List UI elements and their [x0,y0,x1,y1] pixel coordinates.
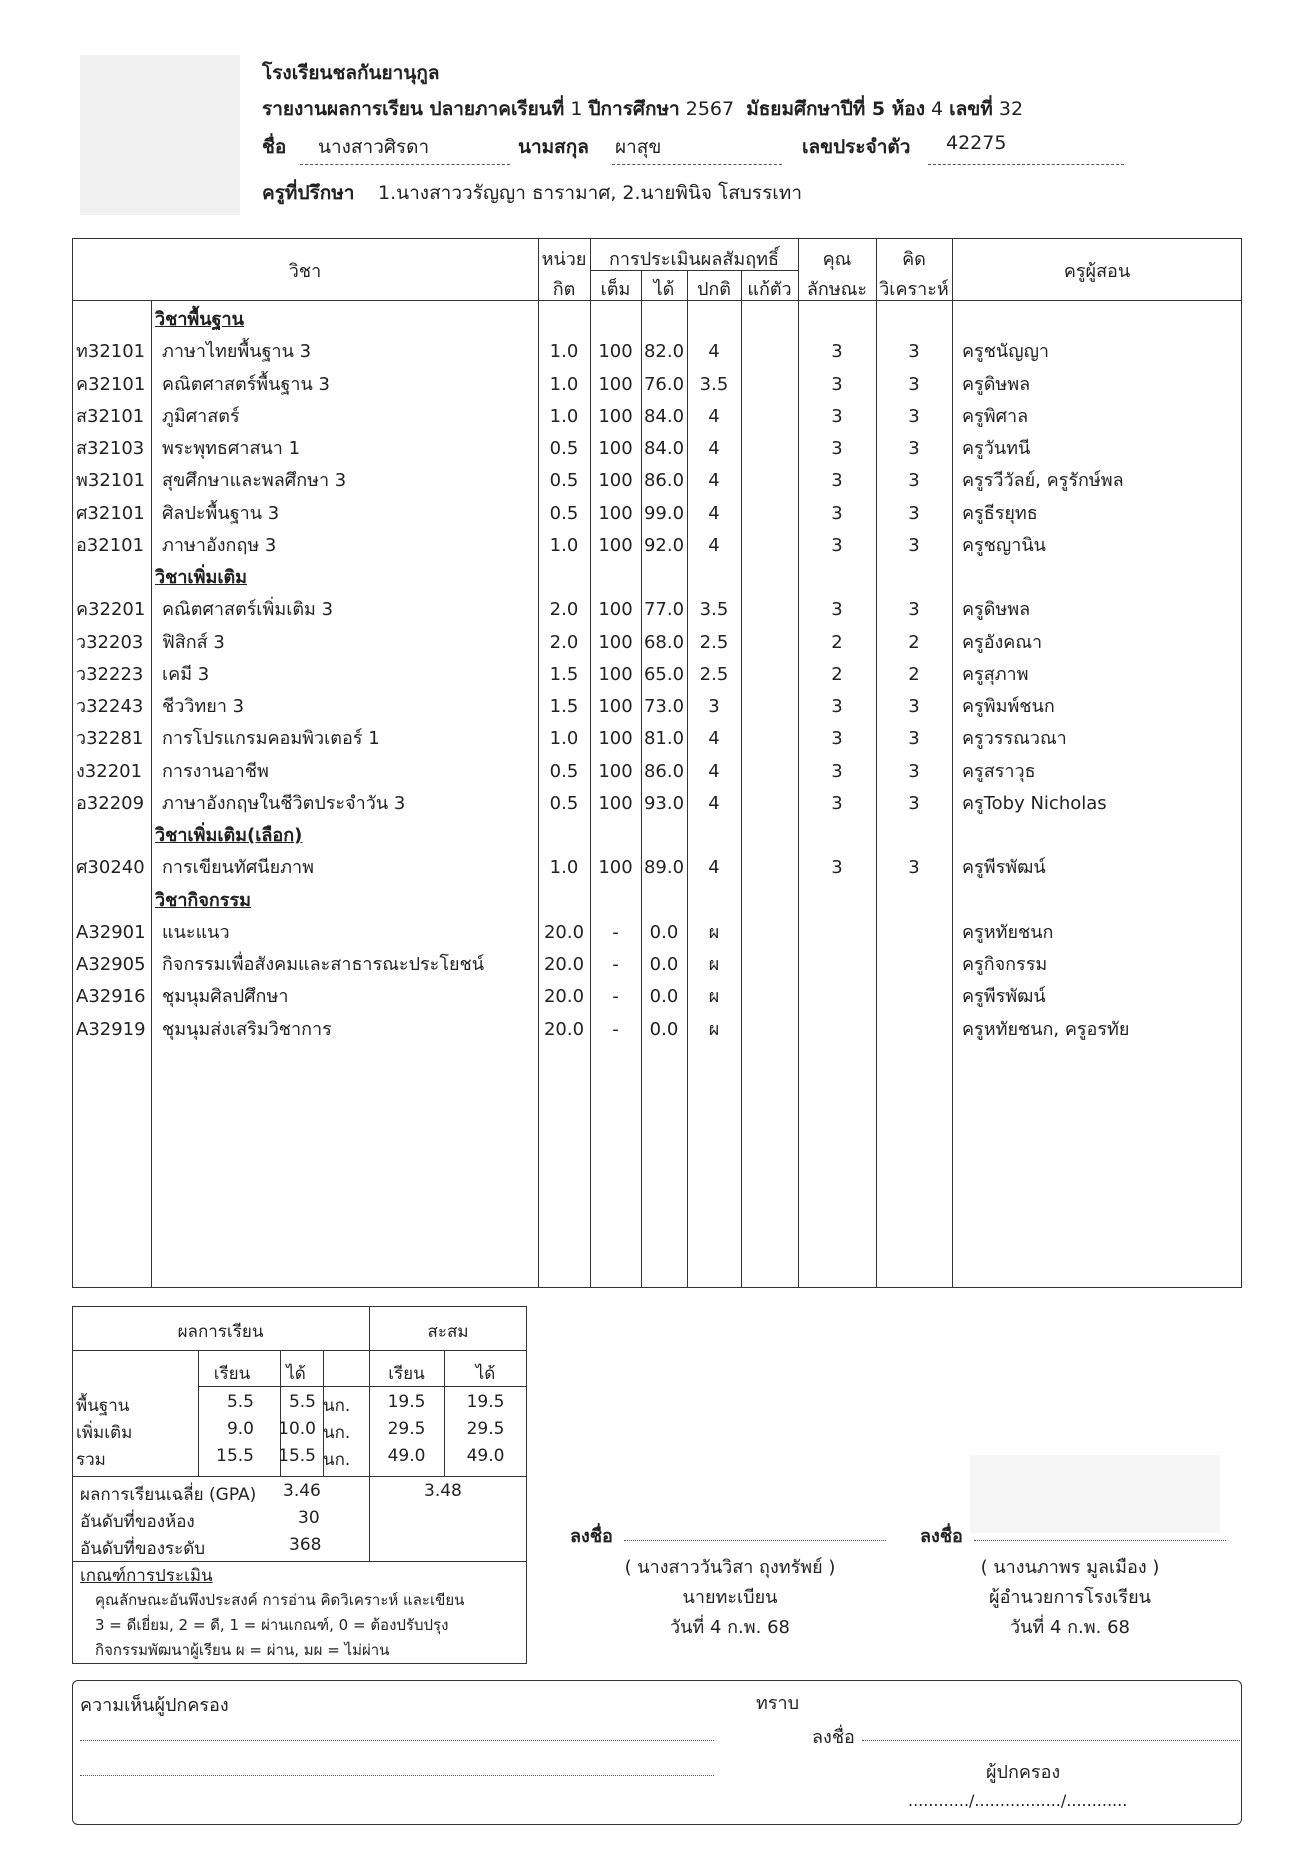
gpa-label: ผลการเรียนเฉลี่ย (GPA) [80,1485,257,1505]
header-teacher: ครูผู้สอน [1063,261,1131,282]
cell-credit: 1.0 [549,341,579,363]
advisor-label: ครูที่ปรึกษา [262,182,355,204]
cell-char [798,1014,876,1046]
criteria-line-2: 3 = ดีเยี่ยม, 2 = ดี, 1 = ผ่านเกณฑ์, 0 = ต้องปรับปรุง [95,1616,449,1634]
cell-credit: 0.5 [549,438,579,459]
cell-think: 3 [908,341,920,363]
parent-sign-label: ลงชื่อ [812,1727,855,1748]
cell-char: 2 [831,631,843,653]
cell-fix [741,1014,798,1046]
cell-grade: 4 [708,470,720,492]
criteria-line-1: คุณลักษณะอันพึงประสงค์ การอ่าน คิดวิเคราะห์ และเขียน [95,1591,465,1609]
summary-acc-got: 29.5 [466,1419,505,1439]
cell-grade: 3 [708,696,720,717]
result-label: ผลการเรียน [177,1322,264,1342]
cell-teacher: ครูสราวุธ [962,760,1036,782]
cell-teacher: ครูธีรยุทธ [962,502,1038,524]
cell-think: 3 [908,502,920,524]
cell-credit: 1.0 [549,373,579,395]
header-think-2: วิเคราะห์ [879,279,949,300]
cell-teacher: ครูพิศาล [962,405,1029,427]
cell-teacher: ครูดิษพล [962,599,1031,621]
cell-credit: 1.0 [549,728,579,750]
cell-got: 0.0 [649,921,679,943]
cell-full: - [612,954,619,975]
cell-char: 3 [831,599,843,621]
cell-teacher: ครูพีรพัฒน์ [962,857,1046,879]
cell-name: การงานอาชีพ [162,760,269,782]
header-subject: วิชา [288,261,322,282]
cell-char: 3 [831,728,843,750]
school-name: โรงเรียนชลกันยานุกูล [262,62,440,84]
parent-comment-line-2[interactable] [80,1775,714,1776]
summary-unit: นก. [323,1450,351,1470]
cell-got: 89.0 [643,857,685,879]
cell-char: 3 [831,438,843,459]
cell-char [798,981,876,1013]
cell-credit: 20.0 [543,954,585,975]
cell-got: 82.0 [643,341,685,363]
report-title-line [262,94,1023,124]
summary-got: 5.5 [288,1392,316,1412]
section-heading: วิชาเพิ่มเติม [155,567,248,588]
summary-unit: นก. [323,1396,351,1416]
cell-think: 2 [908,663,920,685]
report-title: รายงานผลการเรียน ปลายภาคเรียนที่ [262,98,565,120]
cell-code: ท32101 [76,341,146,363]
director-role: ผู้อำนวยการโรงเรียน [989,1587,1151,1608]
cell-name: แนะแนว [162,921,230,943]
semester-value: 1 [570,98,583,120]
cell-char: 3 [831,857,843,879]
director-name: ( นางนภาพร มูลเมือง ) [980,1557,1160,1578]
cell-got: 84.0 [643,438,685,459]
rank-room-value: 30 [298,1508,320,1528]
cell-credit: 2.0 [549,599,579,621]
cell-think: 3 [908,534,920,556]
cell-think: 3 [908,792,920,814]
cell-full: - [612,1018,619,1040]
cell-code: ว32223 [76,663,144,685]
cell-full: 100 [598,728,633,750]
name-underline [300,164,510,165]
cell-credit: 0.5 [549,760,579,782]
cell-think: 2 [908,631,920,653]
cell-full: 100 [598,341,633,363]
cell-got: 76.0 [643,373,685,395]
cell-fix [741,949,798,981]
cell-got: 73.0 [643,696,685,717]
cell-fix [741,530,798,562]
cell-char: 3 [831,792,843,814]
cell-full: 100 [598,470,633,492]
cell-credit: 1.5 [549,696,579,717]
cell-think: 3 [908,857,920,879]
cell-teacher: ครูรวีวัลย์, ครูรักษ์พล [962,470,1124,492]
cell-think: 3 [908,438,920,459]
cell-credit: 1.0 [549,534,579,556]
cell-fix [741,852,798,884]
cell-code: ว32243 [76,696,144,717]
cell-think [876,917,952,949]
summary-unit: นก. [323,1423,351,1443]
header-fix: แก้ตัว [747,279,792,300]
cell-name: การเขียนทัศนียภาพ [162,857,314,879]
cell-code: ศ30240 [76,857,145,879]
cell-code: ง32201 [76,760,143,782]
cell-teacher: ครูToby Nicholas [962,792,1107,814]
sign-label-director: ลงชื่อ [920,1526,963,1547]
cell-credit: 1.5 [549,663,579,685]
cell-code: A32901 [76,921,146,943]
surname-label: นามสกุล [518,136,589,158]
registrar-sign-line [624,1540,886,1541]
criteria-line-3: กิจกรรมพัฒนาผู้เรียน ผ = ผ่าน, มผ = ไม่ผ่าน [95,1641,390,1659]
cell-got: 77.0 [643,599,685,621]
cell-code: พ32101 [76,470,146,492]
header-credit-2: กิต [552,279,576,300]
cell-got: 86.0 [643,470,685,492]
header-got: ได้ [653,279,675,300]
parent-role: ผู้ปกครอง [986,1762,1061,1783]
registrar-name: ( นางสาววันวิสา ถุงทรัพย์ ) [624,1557,836,1578]
cell-think: 3 [908,405,920,427]
cell-name: ภาษาอังกฤษในชีวิตประจำวัน 3 [162,792,406,814]
cell-full: 100 [598,696,633,717]
cell-name: สุขศึกษาและพลศึกษา 3 [162,470,347,492]
cell-got: 84.0 [643,405,685,427]
cell-fix [741,691,798,723]
cell-code: ค32101 [76,373,146,395]
cell-grade: 4 [708,728,720,750]
cell-think [876,1014,952,1046]
cell-got: 93.0 [643,792,685,814]
cell-full: - [612,921,619,943]
student-id: 42275 [946,132,1007,154]
summary-acc-study: 49.0 [387,1446,426,1466]
summary-got: 10.0 [278,1419,316,1439]
cell-teacher: ครูพีรพัฒน์ [962,986,1046,1008]
cell-teacher: ครูหทัยชนก [962,921,1054,943]
summary-label: เพิ่มเติม [76,1423,133,1443]
cell-full: - [612,986,619,1008]
code-column-divider [151,300,152,1288]
cell-full: 100 [598,631,633,653]
cell-grade: 4 [708,502,720,524]
registrar-role: นายทะเบียน [682,1587,778,1608]
cell-char [798,917,876,949]
student-photo-placeholder [80,55,240,215]
summary-label: พื้นฐาน [76,1396,130,1416]
cell-teacher: ครูชนัญญา [962,341,1050,363]
student-name: นางสาวศิรดา [318,136,430,158]
ack-label: ทราบ [756,1693,800,1714]
cell-teacher: ครูหทัยชนก, ครูอรทัย [962,1018,1130,1040]
summary-got: 15.5 [278,1446,316,1466]
cell-got: 0.0 [649,954,679,975]
rank-room-label: อันดับที่ของห้อง [80,1512,195,1532]
cell-got: 92.0 [643,534,685,556]
school-seal-area [970,1455,1220,1533]
rank-level-value: 368 [289,1535,322,1555]
cell-got: 86.0 [643,760,685,782]
cell-teacher: ครูวันทนี [962,438,1031,459]
cell-char: 3 [831,760,843,782]
cell-char: 3 [831,534,843,556]
acc-got-col-label: ได้ [475,1364,496,1384]
cell-fix [741,788,798,820]
cell-name: การโปรแกรมคอมพิวเตอร์ 1 [162,728,380,750]
cell-got: 0.0 [649,986,679,1008]
cell-char: 3 [831,696,843,717]
cell-name: พระพุทธศาสนา 1 [162,438,301,459]
study-col-label: เรียน [213,1364,251,1384]
cell-fix [741,433,798,465]
parent-comment-label: ความเห็นผู้ปกครอง [80,1695,229,1716]
student-id-label: เลขประจำตัว [802,136,911,158]
header-char-1: คุณ [822,249,852,270]
cell-grade: ผ [708,1018,720,1040]
cell-teacher: ครูสุภาพ [962,663,1029,685]
summary-header-line [72,1350,527,1351]
section-heading: วิชากิจกรรม [155,889,251,911]
cell-fix [741,401,798,433]
director-date: วันที่ 4 ก.พ. 68 [1009,1617,1130,1638]
header-assessment: การประเมินผลสัมฤทธิ์ [609,249,779,270]
cell-got: 0.0 [649,1018,679,1040]
cell-teacher: ครูดิษพล [962,373,1031,395]
cell-fix [741,336,798,368]
summary-study: 15.5 [216,1446,254,1466]
header-credit-1: หน่วย [541,249,587,270]
cell-code: A32905 [76,954,146,975]
summary-study: 9.0 [226,1419,254,1439]
cell-full: 100 [598,373,633,395]
cell-char: 3 [831,405,843,427]
cell-full: 100 [598,405,633,427]
cell-think [876,949,952,981]
cell-teacher: ครูวรรณวณา [962,728,1067,750]
cell-full: 100 [598,438,633,459]
cell-full: 100 [598,663,633,685]
cell-fix [741,756,798,788]
cell-grade: ผ [708,954,720,975]
cell-name: ภาษาอังกฤษ 3 [162,534,277,556]
director-sign-line [974,1540,1226,1541]
cell-grade: 4 [708,792,720,814]
year-label: ปีการศึกษา [588,98,680,120]
cell-fix [741,465,798,497]
cell-think: 3 [908,599,920,621]
cell-code: อ32101 [76,534,145,556]
surname-underline [612,164,782,165]
cell-think: 3 [908,728,920,750]
cell-fix [741,594,798,626]
summary-acc-study: 29.5 [387,1419,426,1439]
cell-got: 99.0 [643,502,685,524]
cell-credit: 2.0 [549,631,579,653]
cell-char: 2 [831,663,843,685]
cell-teacher: ครูชญานิน [962,534,1046,556]
header-normal: ปกติ [696,279,731,300]
cell-fix [741,369,798,401]
gpa-value: 3.46 [283,1481,321,1501]
cell-grade: 4 [708,438,720,459]
summary-acc-study: 19.5 [387,1392,426,1412]
cell-code: ส32103 [76,438,145,459]
cell-got: 65.0 [643,663,685,685]
cell-code: อ32209 [76,792,145,814]
summary-label: รวม [76,1450,106,1470]
cell-grade: 2.5 [699,663,729,685]
cell-grade: ผ [708,986,720,1008]
cell-char: 3 [831,502,843,524]
no-label: เลขที่ [949,98,993,120]
cell-fix [741,659,798,691]
cell-name: ภาษาไทยพื้นฐาน 3 [162,341,312,363]
cell-credit: 0.5 [549,502,579,524]
cell-full: 100 [598,502,633,524]
summary-total-line [72,1476,527,1477]
cell-name: ฟิสิกส์ 3 [162,631,225,653]
cell-grade: 4 [708,760,720,782]
student-surname: ผาสุข [615,136,662,158]
cell-name: ชีววิทยา 3 [162,696,245,717]
cell-credit: 0.5 [549,792,579,814]
id-underline [928,164,1124,165]
cell-think: 3 [908,470,920,492]
cell-credit: 20.0 [543,921,585,943]
cell-name: ชุมนุมส่งเสริมวิชาการ [162,1018,332,1040]
header-think-1: คิด [902,249,926,270]
cell-code: ว32203 [76,631,144,653]
parent-date-blank: ............/................./............ [908,1791,1128,1810]
cell-credit: 20.0 [543,1018,585,1040]
cell-think [876,981,952,1013]
cell-teacher: ครูกิจกรรม [962,954,1048,975]
section-heading: วิชาเพิ่มเติม(เลือก) [155,825,303,846]
cell-grade: 4 [708,534,720,556]
cell-fix [741,627,798,659]
cell-grade: ผ [708,921,720,943]
cell-name: ชุมนุมศิลปศึกษา [162,986,289,1008]
year-value: 2567 [685,98,735,120]
advisor-names: 1.นางสาววรัญญา ธารามาศ, 2.นายพินิจ โสบรรเทา [378,182,802,204]
col-line-8 [952,238,953,1288]
room-value: 4 [931,98,944,120]
sign-label-registrar: ลงชื่อ [570,1526,613,1547]
cell-fix [741,917,798,949]
cell-grade: 4 [708,405,720,427]
grade-label: มัธยมศึกษาปีที่ 5 ห้อง [746,98,925,120]
parent-comment-line-1[interactable] [80,1740,714,1741]
cell-name: กิจกรรมเพื่อสังคมและสาธารณะประโยชน์ [162,954,485,975]
cell-grade: 3.5 [699,373,729,395]
cell-teacher: ครูพิมพ์ชนก [962,696,1055,717]
cell-char [798,949,876,981]
rank-level-label: อันดับที่ของระดับ [80,1539,206,1559]
cell-full: 100 [598,857,633,879]
header-full: เต็ม [600,279,631,300]
cell-credit: 0.5 [549,470,579,492]
cell-char: 3 [831,373,843,395]
cell-credit: 20.0 [543,986,585,1008]
cell-full: 100 [598,534,633,556]
cell-think: 3 [908,373,920,395]
summary-acc-got: 19.5 [466,1392,505,1412]
cell-full: 100 [598,599,633,621]
cell-name: เคมี 3 [162,663,210,685]
cell-credit: 1.0 [549,405,579,427]
cell-got: 81.0 [643,728,685,750]
cell-think: 3 [908,760,920,782]
cell-code: A32919 [76,1018,146,1040]
got-col-label: ได้ [286,1364,306,1384]
gpa-accum-value: 3.48 [424,1481,462,1501]
cell-think: 3 [908,696,920,717]
cell-credit: 1.0 [549,857,579,879]
cell-fix [741,498,798,530]
cell-code: A32916 [76,986,146,1008]
registrar-date: วันที่ 4 ก.พ. 68 [669,1617,790,1638]
cell-name: ภูมิศาสตร์ [162,405,240,427]
header-char-2: ลักษณะ [806,279,868,300]
cell-code: ส32101 [76,405,145,427]
cell-name: คณิตศาสตร์พื้นฐาน 3 [162,373,330,395]
cell-fix [741,981,798,1013]
cell-code: ศ32101 [76,502,145,524]
no-value: 32 [998,98,1024,120]
cell-grade: 4 [708,857,720,879]
acc-study-col-label: เรียน [388,1364,425,1384]
cell-full: 100 [598,792,633,814]
cell-grade: 3.5 [699,599,729,621]
cell-name: คณิตศาสตร์เพิ่มเติม 3 [162,599,334,621]
cell-code: ค32201 [76,599,146,621]
cell-char: 3 [831,470,843,492]
accum-label: สะสม [427,1322,469,1342]
cell-teacher: ครูอังคณา [962,631,1043,653]
cell-char: 3 [831,341,843,363]
cell-fix [741,723,798,755]
cell-grade: 2.5 [699,631,729,653]
criteria-label: เกณฑ์การประเมิน [80,1566,213,1586]
cell-grade: 4 [708,341,720,363]
cell-name: ศิลปะพื้นฐาน 3 [162,502,280,524]
cell-full: 100 [598,760,633,782]
section-heading: วิชาพื้นฐาน [155,309,244,330]
name-label: ชื่อ [262,136,287,158]
summary-study: 5.5 [226,1392,254,1412]
summary-acc-got: 49.0 [466,1446,505,1466]
cell-code: ว32281 [76,728,144,750]
cell-got: 68.0 [643,631,685,653]
parent-sign-line[interactable] [862,1740,1240,1741]
